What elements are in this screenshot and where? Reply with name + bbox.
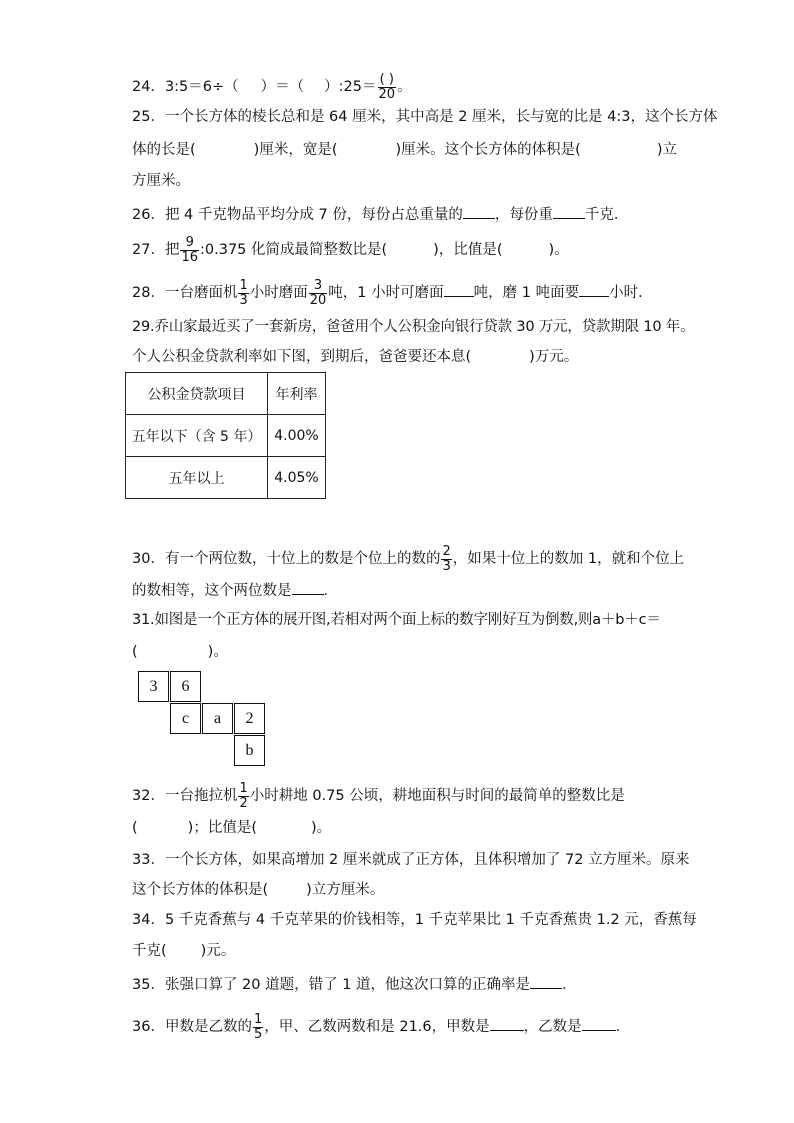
cube-face: 3 [138,671,169,702]
question-25-line3: 方厘米。 [132,173,190,189]
answer-blank[interactable] [444,284,474,297]
answer-blank[interactable] [490,1018,524,1031]
question-35: 35．张强口算了 20 道题，错了 1 道，他这次口算的正确率是 ． [132,977,577,993]
question-28: 28．一台磨面机 $\frac{1}{3}$ 小时磨面 $\frac{3}{20}$ 吨，1 小时可磨面 吨，磨 1 吨面要 小时． [132,278,653,308]
question-34-line2: 千克( )元。 [132,943,236,959]
answer-blank[interactable] [463,206,495,219]
cube-net-diagram [138,671,266,767]
table-cell: 4.05% [268,457,326,499]
question-36: 36．甲数是乙数的 $\frac{1}{5}$ ，甲、乙数两数和是 21.6，甲数是 ，乙数是 ． [132,1012,631,1042]
question-32-line1: 32．一台拖拉机 $\frac{1}{2}$ 小时耕地 0.75 公顷，耕地面积与时间的最简单的整数比是 [132,781,625,811]
fraction-1-5: $\frac{1}{5}$ [253,1012,263,1042]
question-27: 27．把 $\frac{9}{16}$ :0.375 化简成最简整数比是( )，比值是( )。 [132,235,569,265]
answer-blank[interactable] [582,1018,616,1031]
table-header: 年利率 [268,373,326,415]
question-32-line2: ( )；比值是( )。 [132,820,332,836]
cube-face: 2 [234,703,265,734]
fraction-3-20: $\frac{3}{20}$ [309,278,327,308]
table-header: 公积金贷款项目 [126,373,268,415]
question-24: 24．3:5＝6÷（ ）＝（ ）:25＝ $\frac{( )}{20}$ 。 [132,72,412,102]
answer-blank[interactable] [530,976,562,989]
question-29-line1: 29.乔山家最近买了一套新房，爸爸用个人公积金向银行贷款 30 万元，贷款期限 10 年。 [132,319,695,335]
question-30-line1: 30．有一个两位数，十位上的数是个位上的数的 $\frac{2}{3}$ ，如果十位上的数加 1，就和个位上 [132,544,685,574]
question-25-line2: 体的长是( )厘米，宽是( )厘米。这个长方体的体积是( )立 [132,142,677,158]
loan-rate-table [125,372,326,499]
cube-face: b [234,735,265,766]
cube-face: c [170,703,201,734]
fraction-9-16: $\frac{9}{16}$ [181,235,198,265]
answer-blank[interactable]: ( ) [378,73,397,88]
question-33-line1: 33．一个长方体，如果高增加 2 厘米就成了正方体，且体积增加了 72 立方厘米。原来 [132,852,690,868]
fraction-2-3: $\frac{2}{3}$ [442,544,451,574]
question-25-line1: 25．一个长方体的棱长总和是 64 厘米，其中高是 2 厘米，长与宽的比是 4:3，这个长方体 [132,109,718,125]
table-cell: 五年以下（含 5 年） [126,415,268,457]
answer-blank[interactable] [579,284,609,297]
answer-blank[interactable] [553,206,585,219]
table-cell: 五年以上 [126,457,268,499]
fraction-blank-over-20: $\frac{( )}{20}$ [378,72,396,102]
table-row [126,457,326,499]
question-30-line2: 的数相等，这个两位数是 ． [132,583,338,599]
fraction-1-2: $\frac{1}{2}$ [239,781,248,811]
table-cell: 4.00% [268,415,326,457]
question-26: 26．把 4 千克物品平均分成 7 份，每份占总重量的 ，每份重 千克． [132,207,629,223]
answer-blank[interactable] [292,582,324,595]
question-33-line2: 这个长方体的体积是( )立方厘米。 [132,882,385,898]
question-29-line2: 个人公积金贷款利率如下图，到期后，爸爸要还本息( )万元。 [132,349,579,365]
cube-face: 6 [170,671,201,702]
table-header-row [126,373,326,415]
table-row [126,415,326,457]
question-34-line1: 34．5 千克香蕉与 4 千克苹果的价钱相等，1 千克苹果比 1 千克香蕉贵 1.2 元，香蕉每 [132,912,697,928]
question-31-line1: 31.如图是一个正方体的展开图,若相对两个面上标的数字刚好互为倒数,则a＋b＋c＝ [132,612,661,628]
question-31-line2: ( )。 [132,644,228,660]
fraction-1-3: $\frac{1}{3}$ [239,278,248,308]
cube-face: a [202,703,233,734]
